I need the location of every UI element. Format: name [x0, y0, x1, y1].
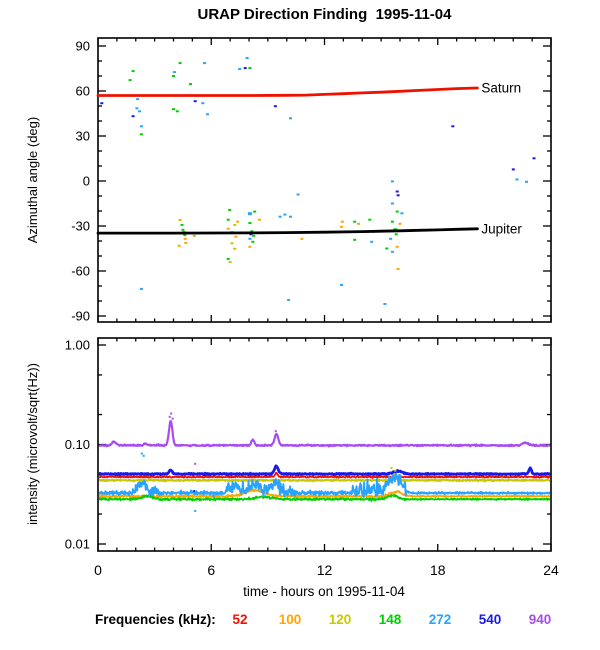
scatter-point	[181, 229, 184, 231]
scatter-point	[287, 299, 290, 301]
y-tick-label: 0.10	[64, 437, 90, 452]
scatter-point	[357, 223, 360, 225]
saturn-line	[98, 88, 477, 96]
scatter-point	[251, 241, 254, 243]
y-tick-label: 1.00	[64, 337, 90, 353]
x-tick-label: 12	[316, 562, 333, 578]
scatter-point	[179, 62, 182, 64]
scatter-point	[533, 157, 536, 159]
outlier-point	[391, 467, 393, 469]
scatter-point	[248, 67, 251, 69]
scatter-point	[258, 219, 261, 221]
outlier-point	[141, 453, 143, 455]
scatter-point	[100, 102, 103, 104]
scatter-point	[173, 71, 176, 73]
y-tick-label: -90	[71, 308, 90, 324]
legend-entry-940: 940	[528, 612, 552, 627]
legend-entry-120: 120	[328, 612, 352, 627]
scatter-point	[203, 62, 206, 64]
scatter-point	[184, 238, 187, 240]
scatter-point	[228, 209, 231, 211]
scatter-point	[184, 242, 187, 244]
scatter-point	[289, 117, 292, 119]
scatter-point	[233, 248, 236, 250]
planet-label-jupiter: Jupiter	[481, 221, 522, 237]
scatter-point	[385, 248, 388, 250]
scatter-point	[252, 235, 255, 237]
outlier-point	[275, 430, 277, 432]
scatter-point	[274, 105, 277, 107]
scatter-point	[140, 288, 143, 290]
scatter-point	[516, 179, 519, 181]
scatter-point	[246, 57, 249, 59]
legend-entry-272: 272	[428, 612, 452, 627]
outlier-point	[394, 470, 396, 472]
y-tick-label: 90	[75, 38, 90, 54]
scatter-point	[395, 233, 398, 235]
frequency-legend	[0, 612, 600, 632]
scatter-point	[283, 214, 286, 216]
scatter-point	[136, 98, 139, 100]
scatter-point	[244, 67, 247, 69]
outlier-point	[194, 510, 196, 512]
scatter-point	[193, 235, 196, 237]
scatter-point	[172, 75, 175, 77]
legend-entry-100: 100	[278, 612, 302, 627]
scatter-point	[206, 113, 209, 115]
scatter-point	[194, 100, 197, 102]
scatter-point	[227, 258, 230, 260]
y-tick-label: -30	[71, 218, 90, 234]
x-tick-label: 18	[429, 562, 446, 578]
scatter-point	[370, 241, 373, 243]
scatter-point	[238, 68, 241, 70]
y-tick-label: 30	[75, 128, 90, 144]
legend-label: Frequencies (kHz):	[95, 612, 216, 627]
scatter-point	[132, 115, 135, 117]
scatter-point	[135, 107, 138, 109]
scatter-point	[391, 180, 394, 182]
scatter-point	[451, 125, 454, 127]
scatter-point	[340, 284, 343, 286]
y-tick-label: 0.01	[64, 536, 90, 552]
scatter-point	[397, 268, 400, 270]
legend-entry-148: 148	[378, 612, 402, 627]
scatter-point	[279, 216, 282, 218]
chart-title: URAP Direction Finding 1995-11-04	[197, 6, 452, 23]
scatter-point	[399, 223, 402, 225]
outlier-point	[172, 418, 174, 420]
intensity-traces	[98, 413, 551, 512]
jupiter-line	[98, 229, 477, 233]
scatter-point	[140, 133, 143, 135]
scatter-point	[525, 181, 528, 183]
scatter-point	[201, 102, 204, 104]
legend-entry-540: 540	[478, 612, 502, 627]
trace-940	[98, 421, 551, 446]
y-axis-title-bottom: intensity (microvolt/sqrt(Hz))	[25, 363, 40, 525]
scatter-point	[181, 224, 184, 226]
scatter-point	[391, 251, 394, 253]
scatter-point	[234, 236, 237, 238]
scatter-point	[383, 303, 386, 305]
scatter-point	[340, 226, 343, 228]
scatter-point	[248, 238, 251, 240]
scatter-point	[368, 219, 371, 221]
scatter-point	[236, 221, 239, 223]
scatter-point	[353, 221, 356, 223]
scatter-point	[138, 110, 141, 112]
scatter-point	[391, 221, 394, 223]
scatter-point	[178, 245, 181, 247]
scatter-point	[297, 194, 300, 196]
scatter-point	[132, 70, 135, 72]
outlier-point	[193, 490, 195, 492]
scatter-point	[248, 246, 251, 248]
scatter-point	[227, 219, 230, 221]
scatter-point	[341, 221, 344, 223]
outlier-point	[194, 463, 196, 465]
y-tick-label: 0	[82, 173, 90, 189]
scatter-point	[253, 211, 256, 213]
scatter-point	[233, 224, 236, 226]
scatter-point	[391, 203, 394, 205]
scatter-point	[179, 219, 182, 221]
scatter-point	[176, 110, 179, 112]
scatter-point	[396, 246, 399, 248]
trace-540	[98, 466, 551, 475]
scatter-point	[512, 168, 515, 170]
x-tick-label: 24	[543, 562, 559, 578]
scatter-point	[172, 108, 175, 110]
x-tick-label: 6	[207, 562, 216, 578]
scatter-point	[229, 261, 232, 263]
y-tick-label: 60	[75, 83, 90, 99]
outlier-point	[169, 416, 171, 418]
scatter-point	[129, 79, 132, 81]
outlier-point	[143, 455, 145, 457]
x-tick-label: 0	[94, 562, 102, 578]
scatter-point	[389, 238, 392, 240]
scatter-point	[396, 191, 399, 193]
planet-label-saturn: Saturn	[481, 80, 522, 96]
scatter-point	[189, 83, 192, 85]
scatter-point	[289, 216, 292, 218]
scatter-point	[400, 212, 403, 214]
y-tick-label: -60	[71, 263, 90, 279]
scatter-point	[397, 194, 400, 196]
scatter-point	[248, 212, 252, 215]
x-axis-title: time - hours on 1995-11-04	[243, 584, 405, 599]
scatter-point	[248, 222, 251, 224]
y-axis-title-top: Azimuthal angle (deg)	[25, 116, 40, 244]
legend-entry-52: 52	[232, 612, 248, 627]
scatter-point	[396, 211, 399, 213]
scatter-point	[140, 125, 143, 127]
outlier-point	[170, 413, 172, 415]
scatter-point	[353, 239, 356, 241]
scatter-point	[231, 242, 234, 244]
scatter-point	[227, 228, 230, 230]
scatter-point	[300, 238, 303, 240]
